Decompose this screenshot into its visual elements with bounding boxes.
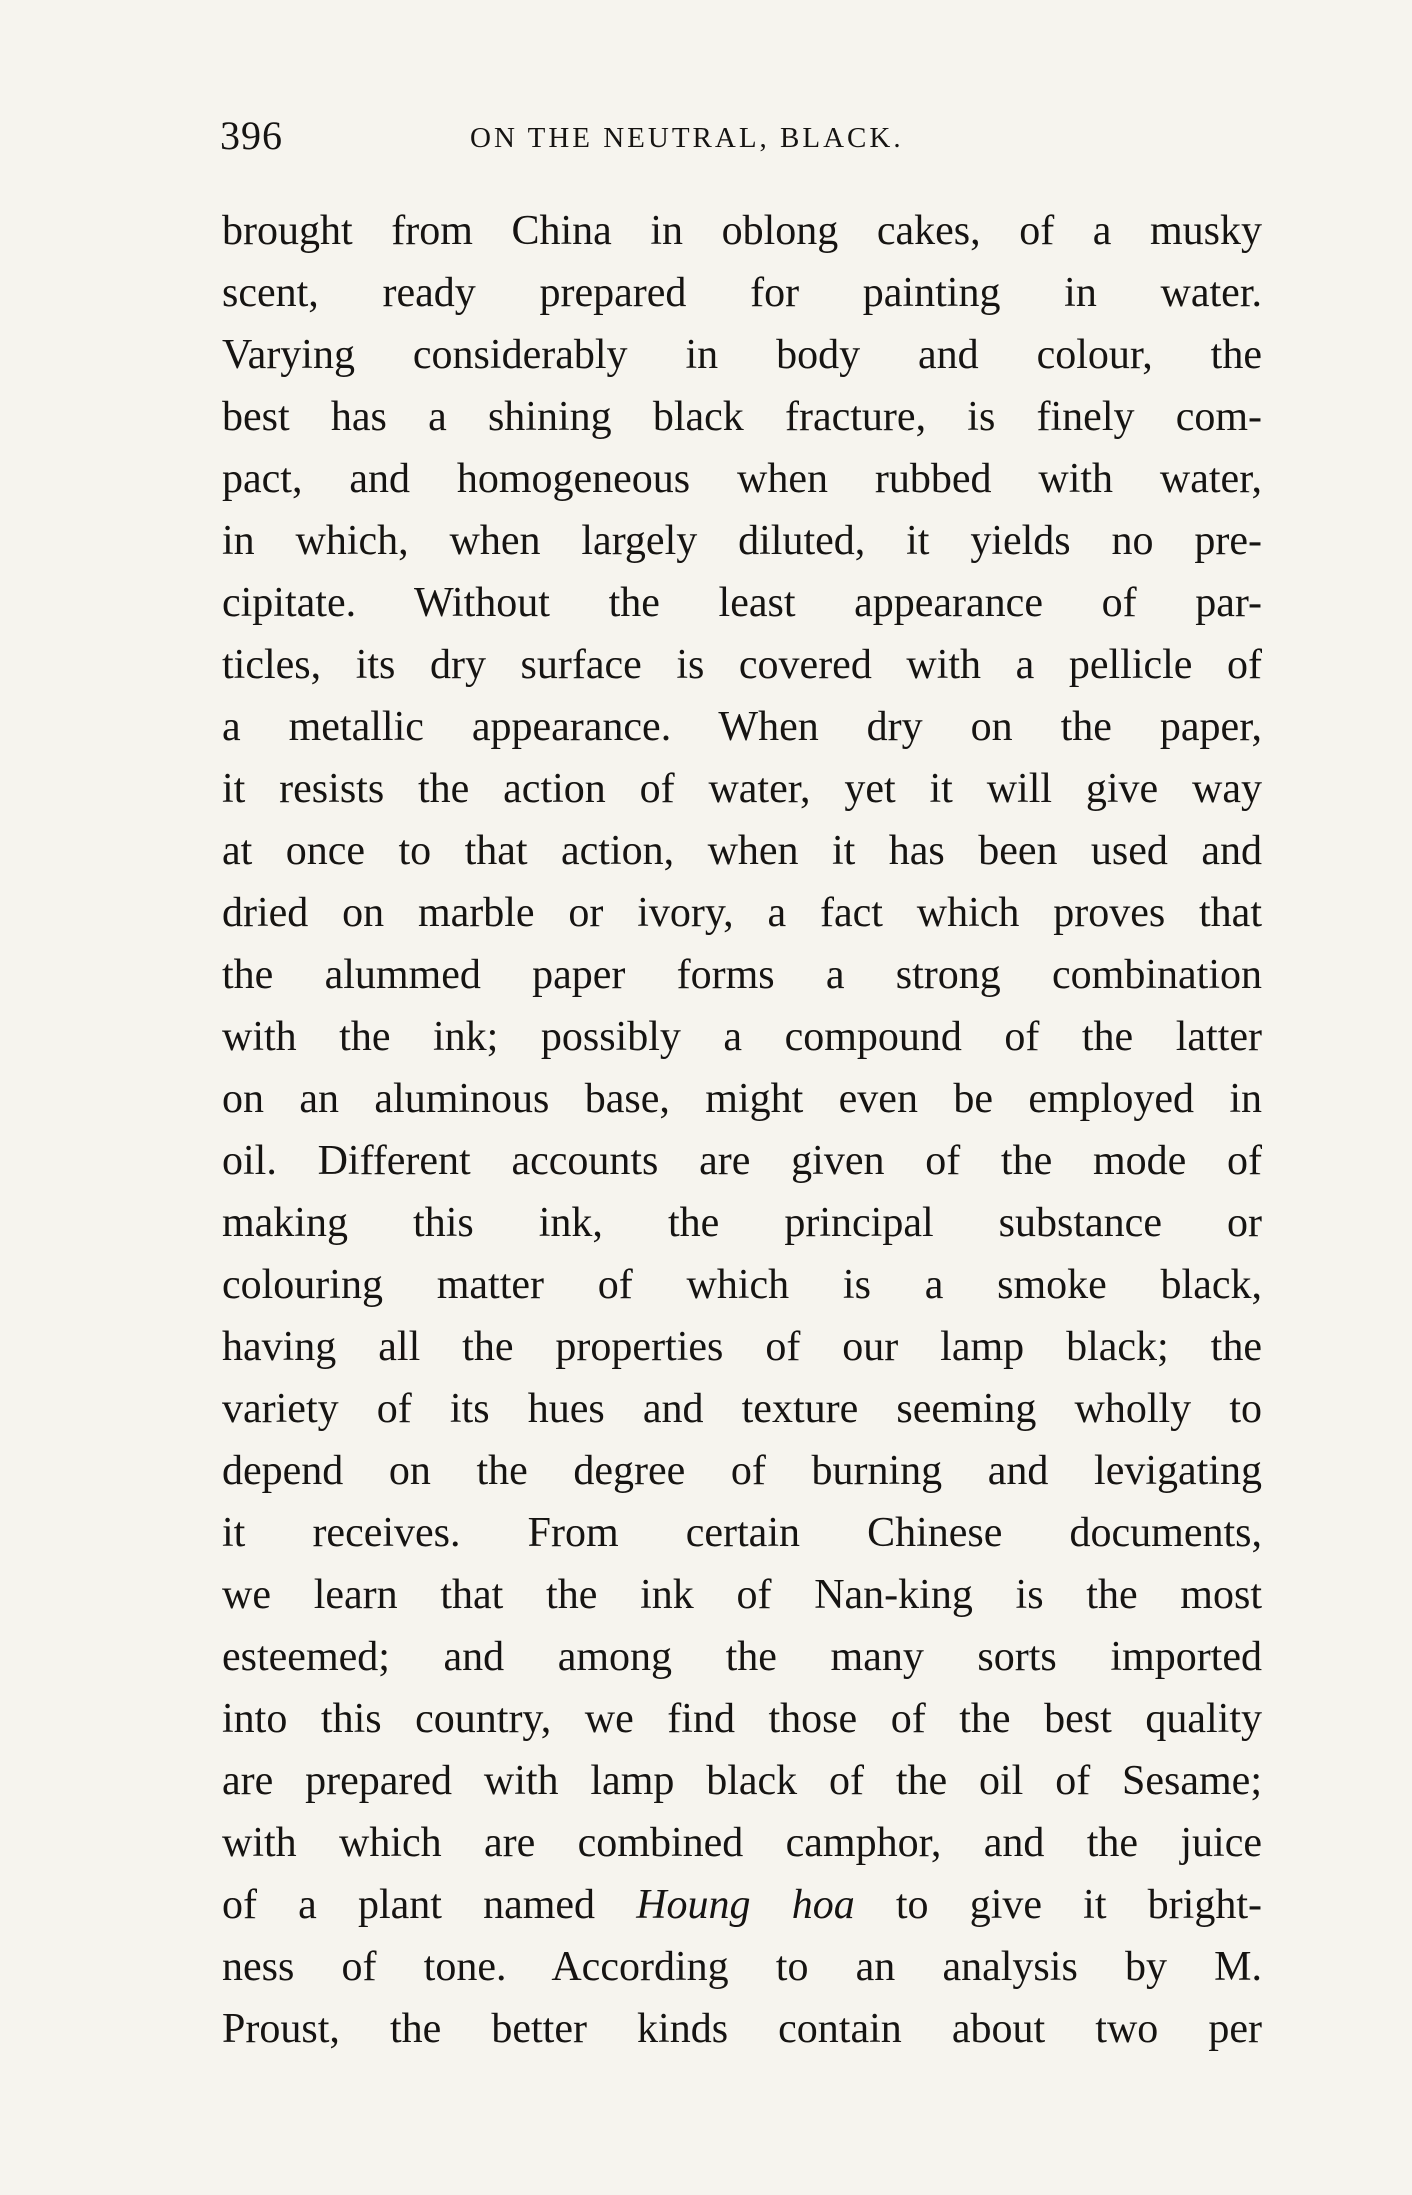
page-number: 396 xyxy=(220,113,283,158)
text-line: colouring matter of which is a smoke black, xyxy=(222,1262,1262,1308)
text-line: a metallic appearance. When dry on the paper, xyxy=(222,704,1262,750)
text-line: ness of tone. According to an analysis by M. xyxy=(222,1944,1262,1990)
text-line: depend on the degree of burning and levigating xyxy=(222,1448,1262,1494)
page-header xyxy=(220,112,1270,172)
body-text xyxy=(222,200,1262,2060)
text-line: in which, when largely diluted, it yields no pre- xyxy=(222,518,1262,564)
text-line: Proust, the better kinds contain about two per xyxy=(222,2006,1262,2052)
text-segment: of a plant named xyxy=(222,1882,637,1928)
text-line: oil. Different accounts are given of the mode of xyxy=(222,1138,1262,1184)
text-line: cipitate. Without the least appearance of par- xyxy=(222,580,1262,626)
text-line: brought from China in oblong cakes, of a musky xyxy=(222,208,1262,254)
text-line: the alummed paper forms a strong combination xyxy=(222,952,1262,998)
running-head: ON THE NEUTRAL, BLACK. xyxy=(470,122,904,154)
text-line: dried on marble or ivory, a fact which proves that xyxy=(222,890,1262,936)
text-line: with which are combined camphor, and the juice xyxy=(222,1820,1262,1866)
italic-plant-name: Houng hoa xyxy=(636,1882,855,1928)
text-segment: to give it bright- xyxy=(854,1882,1262,1928)
text-line: having all the properties of our lamp black; the xyxy=(222,1324,1262,1370)
text-line: it receives. From certain Chinese documents, xyxy=(222,1510,1262,1556)
text-line: it resists the action of water, yet it will give way xyxy=(222,766,1262,812)
text-line: with the ink; possibly a compound of the latter xyxy=(222,1014,1262,1060)
text-line: variety of its hues and texture seeming wholly to xyxy=(222,1386,1262,1432)
text-line: making this ink, the principal substance or xyxy=(222,1200,1262,1246)
text-line: Varying considerably in body and colour, the xyxy=(222,332,1262,378)
text-line: best has a shining black fracture, is finely com- xyxy=(222,394,1262,440)
text-line: on an aluminous base, might even be employed in xyxy=(222,1076,1262,1122)
text-line: esteemed; and among the many sorts imported xyxy=(222,1634,1262,1680)
text-line: pact, and homogeneous when rubbed with water, xyxy=(222,456,1262,502)
text-line-with-italic xyxy=(222,1874,1262,1936)
text-line: we learn that the ink of Nan-king is the most xyxy=(222,1572,1262,1618)
text-line: into this country, we find those of the best quality xyxy=(222,1696,1262,1742)
text-line: are prepared with lamp black of the oil of Sesame; xyxy=(222,1758,1262,1804)
text-line: at once to that action, when it has been used and xyxy=(222,828,1262,874)
text-line: ticles, its dry surface is covered with a pellicle of xyxy=(222,642,1262,688)
text-line: scent, ready prepared for painting in water. xyxy=(222,270,1262,316)
